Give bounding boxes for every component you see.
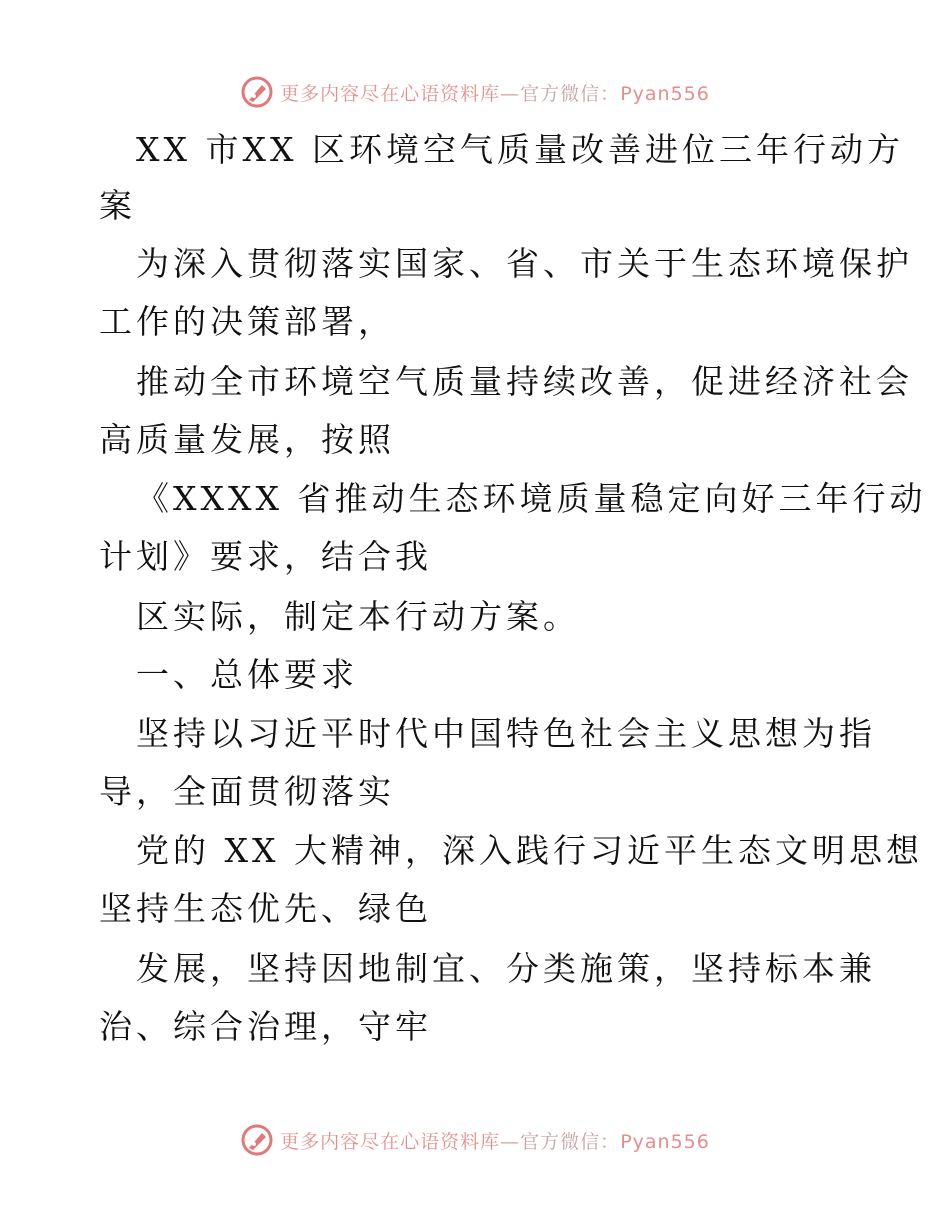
- paragraph-line: 治、综合治理，守牢: [99, 1007, 432, 1046]
- paragraph-line: 坚持以习近平时代中国特色社会主义思想为指: [136, 714, 876, 753]
- paragraph-line: 发展，坚持因地制宜、分类施策，坚持标本兼: [136, 949, 876, 988]
- paragraph-line: 党的 XX 大精神，深入践行习近平生态文明思想: [136, 831, 923, 870]
- paragraph-line: 工作的决策部署，: [99, 302, 395, 341]
- pen-nib-circle-icon: [240, 1123, 274, 1157]
- watermark-separator: —: [500, 1130, 521, 1153]
- paragraph-line: 计划》要求，结合我: [99, 537, 432, 576]
- paragraph-line: 为深入贯彻落实国家、省、市关于生态环境保护: [136, 244, 913, 283]
- watermark-text: [280, 1127, 710, 1154]
- paragraph-line: 坚持生态优先、绿色: [99, 889, 432, 928]
- watermark-wechat-id: Pyan556: [620, 1130, 710, 1153]
- document-title-line-2: 案: [99, 186, 136, 225]
- watermark-wechat-label: 官方微信：: [520, 82, 621, 105]
- watermark-separator: —: [500, 82, 521, 105]
- watermark-wechat-label: 官方微信：: [520, 1130, 621, 1153]
- paragraph-line: 《XXXX 省推动生态环境质量稳定向好三年行动: [136, 479, 927, 518]
- watermark-brand: 更多内容尽在心语资料库: [280, 82, 501, 105]
- paragraph-line: 高质量发展，按照: [99, 420, 395, 459]
- watermark-brand: 更多内容尽在心语资料库: [280, 1130, 501, 1153]
- footer-watermark: [0, 1120, 950, 1160]
- document-title-line-1: XX 市XX 区环境空气质量改善进位三年行动方: [136, 130, 904, 169]
- paragraph-line: 推动全市环境空气质量持续改善，促进经济社会: [136, 362, 913, 401]
- paragraph-line: 导，全面贯彻落实: [99, 772, 395, 811]
- watermark-wechat-id: Pyan556: [620, 82, 710, 105]
- paragraph-line: 区实际，制定本行动方案。: [136, 597, 580, 636]
- section-heading: 一、总体要求: [136, 655, 358, 694]
